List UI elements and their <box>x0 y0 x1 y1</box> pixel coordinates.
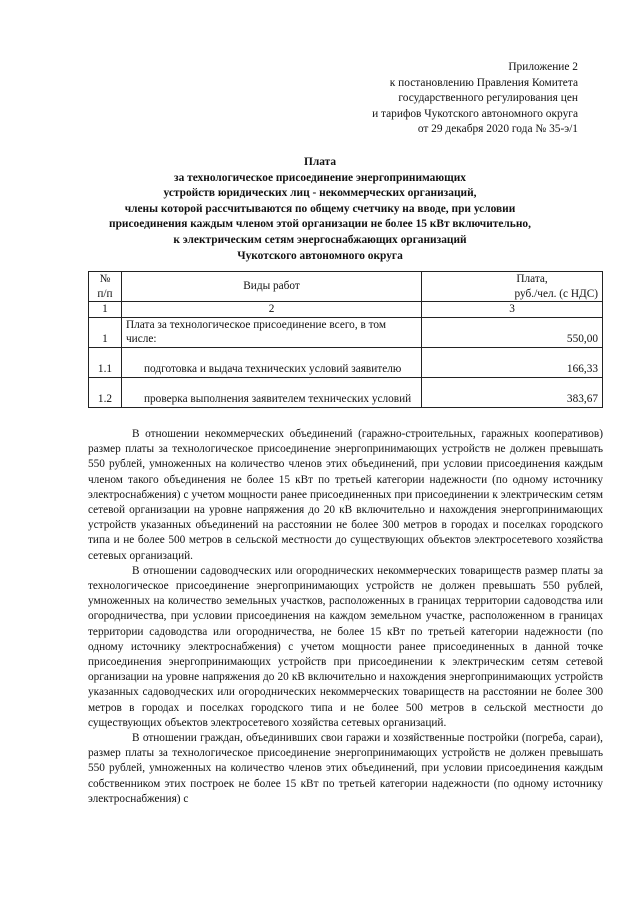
table-row <box>89 317 603 347</box>
row-num: 1.2 <box>89 377 122 407</box>
row-work: Плата за технологическое присоединение всего, в том числе: <box>121 317 421 347</box>
paragraph: В отношении садоводческих или огороднических некоммерческих товариществ размер платы за технологическое присоединение энергопринимающих устройств не должен превышать 550 рублей, умноженных на количество земельных участков, расположенных в границах территории садоводства или огородничества, при условии присоединения на каждом земельном участке, расположенном в границах территории садоводства или огородничества, не более 15 кВт по третьей категории надежности (по одному источнику электроснабжения) с учетом мощности ранее присоединенных в данной точке присоединения энергопринимающих устройств при присоединении к электрическим сетям сетевой организации на уровне напряжения до 20 кВ включительно и нахождения энергопринимающих устройств указанных садоводческих или огороднических некоммерческих товариществ на расстоянии не более 300 метров в городах и поселках городского типа и не более 500 метров в сельской местности до существующих объектов электросетевого хозяйства сетевых организаций. <box>88 564 603 729</box>
col-number: 3 <box>422 302 603 318</box>
appendix-header <box>278 60 578 138</box>
col-number: 2 <box>121 302 421 318</box>
title-line: устройств юридических лиц - некоммерческих организаций, <box>163 187 477 200</box>
row-work: проверка выполнения заявителем технических условий <box>121 377 421 407</box>
table-row <box>89 347 603 377</box>
title-line: Плата <box>303 156 337 168</box>
row-fee: 383,67 <box>422 377 603 407</box>
appendix-line: государственного регулирования цен <box>398 92 578 105</box>
title-line: присоединения каждым членом этой организации не более 15 кВт включительно, <box>109 218 531 231</box>
appendix-line: Приложение 2 <box>508 61 578 73</box>
header-fee-line2: руб./чел. (с НДС) <box>514 287 598 300</box>
paragraph: В отношении некоммерческих объединений (гаражно-строительных, гаражных кооперативов) размер платы за технологическое присоединение энергопринимающих устройств не должен превышать 550 рублей, умноженных на количество членов этих объединений, при условии присоединения каждым членом такого объединения не более 15 кВт по третьей категории надежности (по одному источнику электроснабжения) с учетом мощности ранее присоединенных при присоединении к электрическим сетям сетевой организации на уровне напряжения до 20 кВ включительно и нахождения энергопринимающих устройств указанных объединений на расстоянии не более 300 метров в городах и поселках городского типа и не более 500 метров в сельской местности до существующих объектов электросетевого хозяйства сетевых организаций. <box>88 428 603 562</box>
title-line: за технологическое присоединение энергопринимающих <box>174 171 466 184</box>
row-fee: 166,33 <box>422 347 603 377</box>
header-work: Виды работ <box>121 272 421 302</box>
document-title <box>40 155 600 264</box>
table-header-row <box>89 272 603 302</box>
title-line: Чукотского автономного округа <box>237 249 403 262</box>
row-num: 1.1 <box>89 347 122 377</box>
row-work: подготовка и выдача технических условий заявителю <box>121 347 421 377</box>
appendix-line: от 29 декабря 2020 года № 35-э/1 <box>417 123 578 136</box>
header-fee <box>422 272 603 302</box>
fee-table <box>88 271 603 408</box>
paragraph: В отношении граждан, объединивших свои гаражи и хозяйственные постройки (погреба, сараи), размер платы за технологическое присоединение энергопринимающих устройств не должен превышать 550 рублей, умноженных на количество членов этих объединений, при условии присоединения каждым собственником этих построек не более 15 кВт по третьей категории надежности (по одному источнику электроснабжения) с <box>88 732 603 805</box>
title-line: к электрическим сетям энергоснабжающих организаций <box>173 233 467 246</box>
header-num-line1: № <box>99 273 111 285</box>
col-number: 1 <box>89 302 122 318</box>
column-number-row <box>89 302 603 318</box>
appendix-line: и тарифов Чукотского автономного округа <box>372 107 578 120</box>
header-fee-line1: Плата, <box>516 273 548 285</box>
header-num-line2: п/п <box>97 287 113 300</box>
header-num <box>89 272 122 302</box>
row-fee: 550,00 <box>422 317 603 347</box>
title-line: члены которой рассчитываются по общему счетчику на вводе, при условии <box>124 202 516 215</box>
body-text <box>88 427 603 807</box>
table-row <box>89 377 603 407</box>
appendix-line: к постановлению Правления Комитета <box>389 76 578 89</box>
row-num: 1 <box>89 317 122 347</box>
